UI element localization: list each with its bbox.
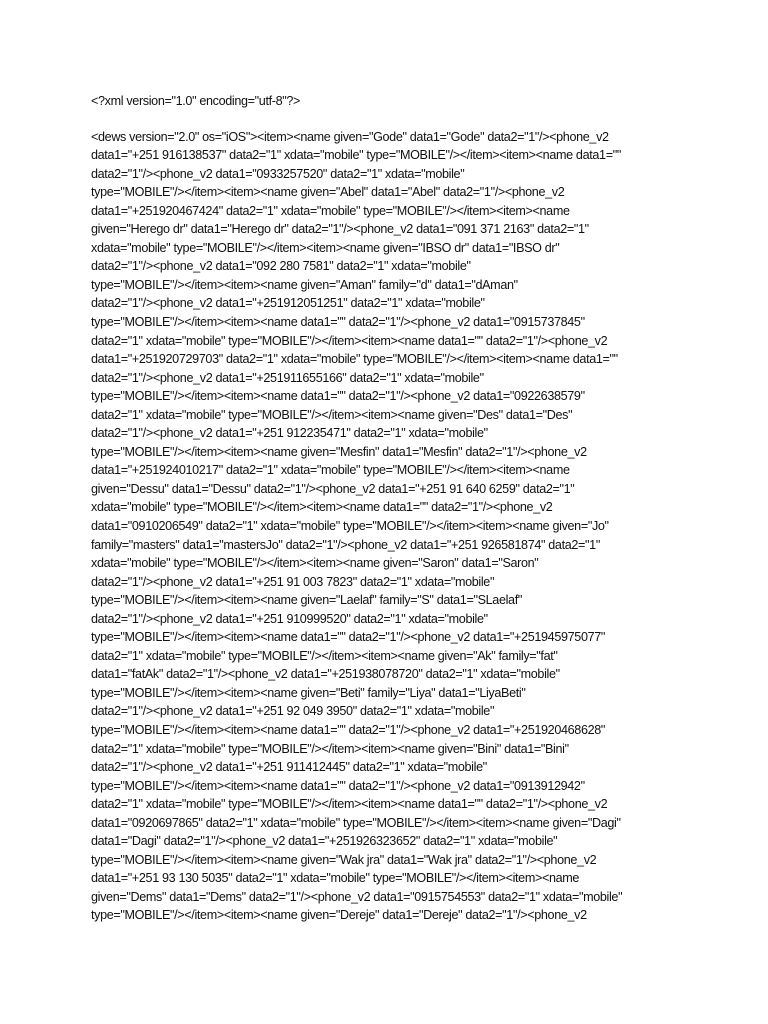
text-line: data1="+251920729703" data2="1" xdata="mobile" type="MOBILE"/></item><item><name data1="" [91,352,618,367]
text-line: data2="1" xdata="mobile" type="MOBILE"/></item><item><name data1="" data2="1"/><phone_v2 [91,333,608,348]
text-line: data2="1"/><phone_v2 data1="+251 92 049 3950" data2="1" xdata="mobile" [91,704,495,719]
text-line: type="MOBILE"/></item><item><name data1="" data2="1"/><phone_v2 data1="+251920468628" [91,723,606,737]
text-line: data2="1"/><phone_v2 data1="+251911655166" data2="1" xdata="mobile" [91,370,484,385]
xml-declaration: <?xml version="1.0" encoding="utf-8"?> [91,94,301,108]
xml-content [91,128,691,926]
text-line: given="Dems" data1="Dems" data2="1"/><phone_v2 data1="0915754553" data2="1" xdata="mobile" [91,889,623,904]
text-line: type="MOBILE"/></item><item><name data1="" data2="1"/><phone_v2 data1="0915737845" [91,314,585,329]
text-line: data2="1"/><phone_v2 data1="+251 911412445" data2="1" xdata="mobile" [91,760,487,775]
text-line: xdata="mobile" type="MOBILE"/></item><item><name data1="" data2="1"/><phone_v2 [91,500,553,515]
text-line: data1="fatAk" data2="1"/><phone_v2 data1="+251938078720" data2="1" xdata="mobile" [91,667,560,682]
text-line: type="MOBILE"/></item><item><name data1="" data2="1"/><phone_v2 data1="0913912942" [91,778,585,793]
text-line: data2="1"/><phone_v2 data1="+251912051251" data2="1" xdata="mobile" [91,296,485,311]
text-line: type="MOBILE"/></item><item><name data1="" data2="1"/><phone_v2 data1="+251945975077" [91,630,606,645]
text-line: data1="+251924010217" data2="1" xdata="mobile" type="MOBILE"/></item><item><name [91,463,570,478]
text-line: data2="1"/><phone_v2 data1="+251 912235471" data2="1" xdata="mobile" [91,426,488,441]
text-line: type="MOBILE"/></item><item><name given="Aman" family="d" data1="dAman" [91,277,518,292]
text-line: data2="1" xdata="mobile" type="MOBILE"/></item><item><name given="Des" data1="Des" [91,407,573,422]
document-body [91,92,691,925]
text-line: xdata="mobile" type="MOBILE"/></item><item><name given="Saron" data1="Saron" [91,556,539,571]
text-line: data1="+251 916138537" data2="1" xdata="mobile" type="MOBILE"/></item><item><name data1="" [91,148,621,163]
text-line: data1="0910206549" data2="1" xdata="mobile" type="MOBILE"/></item><item><name given="Jo" [91,518,609,533]
text-line: type="MOBILE"/></item><item><name given="Mesfin" data1="Mesfin" data2="1"/><phone_v2 [91,444,587,459]
text-line: data2="1" xdata="mobile" type="MOBILE"/></item><item><name given="Ak" family="fat" [91,648,558,663]
text-line: type="MOBILE"/></item><item><name given="Wak jra" data1="Wak jra" data2="1"/><phone_v2 [91,852,597,867]
text-line: data2="1"/><phone_v2 data1="0933257520" data2="1" xdata="mobile" [91,166,465,181]
text-line: data2="1"/><phone_v2 data1="+251 91 003 7823" data2="1" xdata="mobile" [91,574,495,589]
text-line: data2="1" xdata="mobile" type="MOBILE"/></item><item><name given="Bini" data1="Bini" [91,741,569,756]
text-line: type="MOBILE"/></item><item><name given="Abel" data1="Abel" data2="1"/><phone_v2 [91,185,565,200]
text-line: data1="0920697865" data2="1" xdata="mobile" type="MOBILE"/></item><item><name given="Dagi" [91,815,621,830]
text-line: data1="Dagi" data2="1"/><phone_v2 data1="+251926323652" data2="1" xdata="mobile" [91,834,558,849]
text-line: data2="1" xdata="mobile" type="MOBILE"/></item><item><name data1="" data2="1"/><phone_v2 [91,797,608,812]
text-line: data2="1"/><phone_v2 data1="+251 910999520" data2="1" xdata="mobile" [91,611,488,626]
text-line: given="Dessu" data1="Dessu" data2="1"/><phone_v2 data1="+251 91 640 6259" data2="1" [91,481,575,496]
text-line: type="MOBILE"/></item><item><name given="Beti" family="Liya" data1="LiyaBeti" [91,685,526,700]
text-line: type="MOBILE"/></item><item><name given="Dereje" data1="Dereje" data2="1"/><phone_v2 [91,908,587,923]
text-line: xdata="mobile" type="MOBILE"/></item><item><name given="IBSO dr" data1="IBSO dr" [91,240,560,255]
text-line: type="MOBILE"/></item><item><name given="Laelaf" family="S" data1="SLaelaf" [91,593,522,608]
text-line: data2="1"/><phone_v2 data1="092 280 7581" data2="1" xdata="mobile" [91,259,471,274]
text-line: given="Herego dr" data1="Herego dr" data2="1"/><phone_v2 data1="091 371 2163" data2="1" [91,222,589,237]
text-line: data1="+251920467424" data2="1" xdata="mobile" type="MOBILE"/></item><item><name [91,203,570,218]
text-line: <dews version="2.0" os="iOS"><item><name given="Gode" data1="Gode" data2="1"/><phone_v2 [91,129,609,144]
text-line: data1="+251 93 130 5035" data2="1" xdata="mobile" type="MOBILE"/></item><item><name [91,871,580,886]
text-line: family="masters" data1="mastersJo" data2="1"/><phone_v2 data1="+251 926581874" data2="1" [91,537,600,552]
text-line: type="MOBILE"/></item><item><name data1="" data2="1"/><phone_v2 data1="0922638579" [91,389,585,404]
